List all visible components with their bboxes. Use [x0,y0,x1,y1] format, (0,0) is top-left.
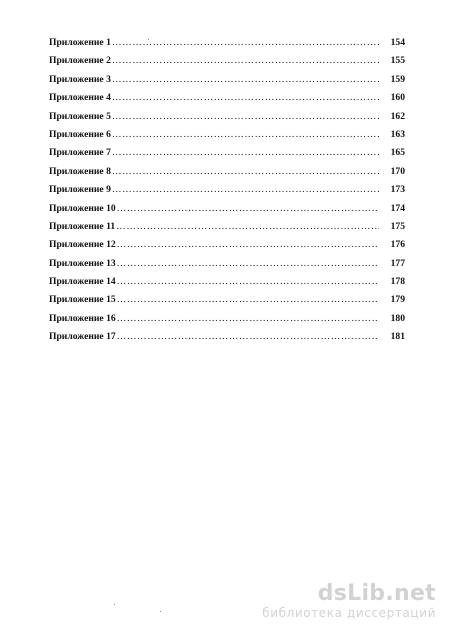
toc-entry-label: Приложение 9 [49,184,111,196]
toc-entry-page: 179 [390,294,405,306]
toc-leader-dots [117,331,379,342]
toc-entry-page: 160 [390,92,405,104]
toc-entry [49,276,405,294]
toc-entry-page: 177 [390,257,405,269]
toc-entry-label: Приложение 13 [49,257,116,269]
toc-entry [49,258,405,276]
toc-entry-page: 170 [390,165,405,177]
toc-entry-page: 180 [390,312,405,324]
toc-entry-page: 181 [390,331,405,343]
toc-leader-dots [117,203,379,214]
toc-entry [49,92,405,110]
toc-entry-page: 163 [390,128,405,140]
toc-entry-label: Приложение 7 [49,147,111,159]
toc-entry [49,294,405,312]
toc-leader-dots [112,129,379,140]
watermark-brand: dsLib.net [317,581,436,606]
toc-leader-dots [112,92,379,103]
toc-entry [49,55,405,73]
toc-leader-dots [117,239,379,250]
toc-leader-dots [112,74,379,85]
toc-leader-dots [112,111,379,122]
toc-entry-label: Приложение 6 [49,128,111,140]
toc-entry-label: Приложение 15 [49,294,116,306]
toc-entry [49,74,405,92]
toc-entry-label: Приложение 16 [49,312,116,324]
toc-entry-label: Приложение 8 [49,165,111,177]
toc-entry-label: Приложение 5 [49,110,111,122]
toc-leader-dots [117,258,379,269]
toc-entry-label: Приложение 12 [49,239,116,251]
toc-entry-page: 159 [390,73,405,85]
toc-entry-label: Приложение 10 [49,202,116,214]
toc-entry [49,37,405,55]
toc-leader-dots [112,166,379,177]
toc-leader-dots [117,294,379,305]
toc-entry-page: 154 [390,37,405,48]
toc-entry [49,331,405,349]
toc-entry-label: Приложение 3 [49,73,111,85]
toc-entry-page: 165 [390,147,405,159]
scan-speck [114,604,115,605]
toc-leader-dots [112,55,379,66]
scan-speck [160,611,161,612]
toc-leader-dots [112,184,379,195]
scan-speck [148,39,149,40]
watermark [262,582,436,620]
toc-entry-label: Приложение 2 [49,55,111,67]
table-of-contents [49,37,405,350]
toc-leader-dots [112,37,379,48]
toc-entry-label: Приложение 17 [49,331,116,343]
toc-entry-label: Приложение 4 [49,92,111,104]
toc-entry [49,147,405,165]
toc-entry-page: 162 [390,110,405,122]
toc-entry-label: Приложение 11 [49,220,116,232]
toc-entry-label: Приложение 1 [49,37,111,48]
toc-leader-dots [116,221,379,232]
toc-entry-label: Приложение 14 [49,276,116,288]
toc-entry [49,129,405,147]
toc-entry-page: 175 [390,220,405,232]
toc-entry [49,239,405,257]
watermark-subtitle: библиотека диссертаций [262,606,436,620]
toc-entry [49,203,405,221]
toc-entry-page: 174 [390,202,405,214]
toc-leader-dots [112,147,379,158]
toc-entry [49,221,405,239]
toc-entry [49,184,405,202]
toc-leader-dots [117,276,379,287]
toc-entry-page: 176 [390,239,405,251]
toc-entry [49,166,405,184]
toc-leader-dots [117,313,379,324]
toc-entry [49,111,405,129]
toc-entry-page: 178 [390,276,405,288]
toc-entry [49,313,405,331]
toc-entry-page: 173 [390,184,405,196]
toc-entry-page: 155 [390,55,405,67]
